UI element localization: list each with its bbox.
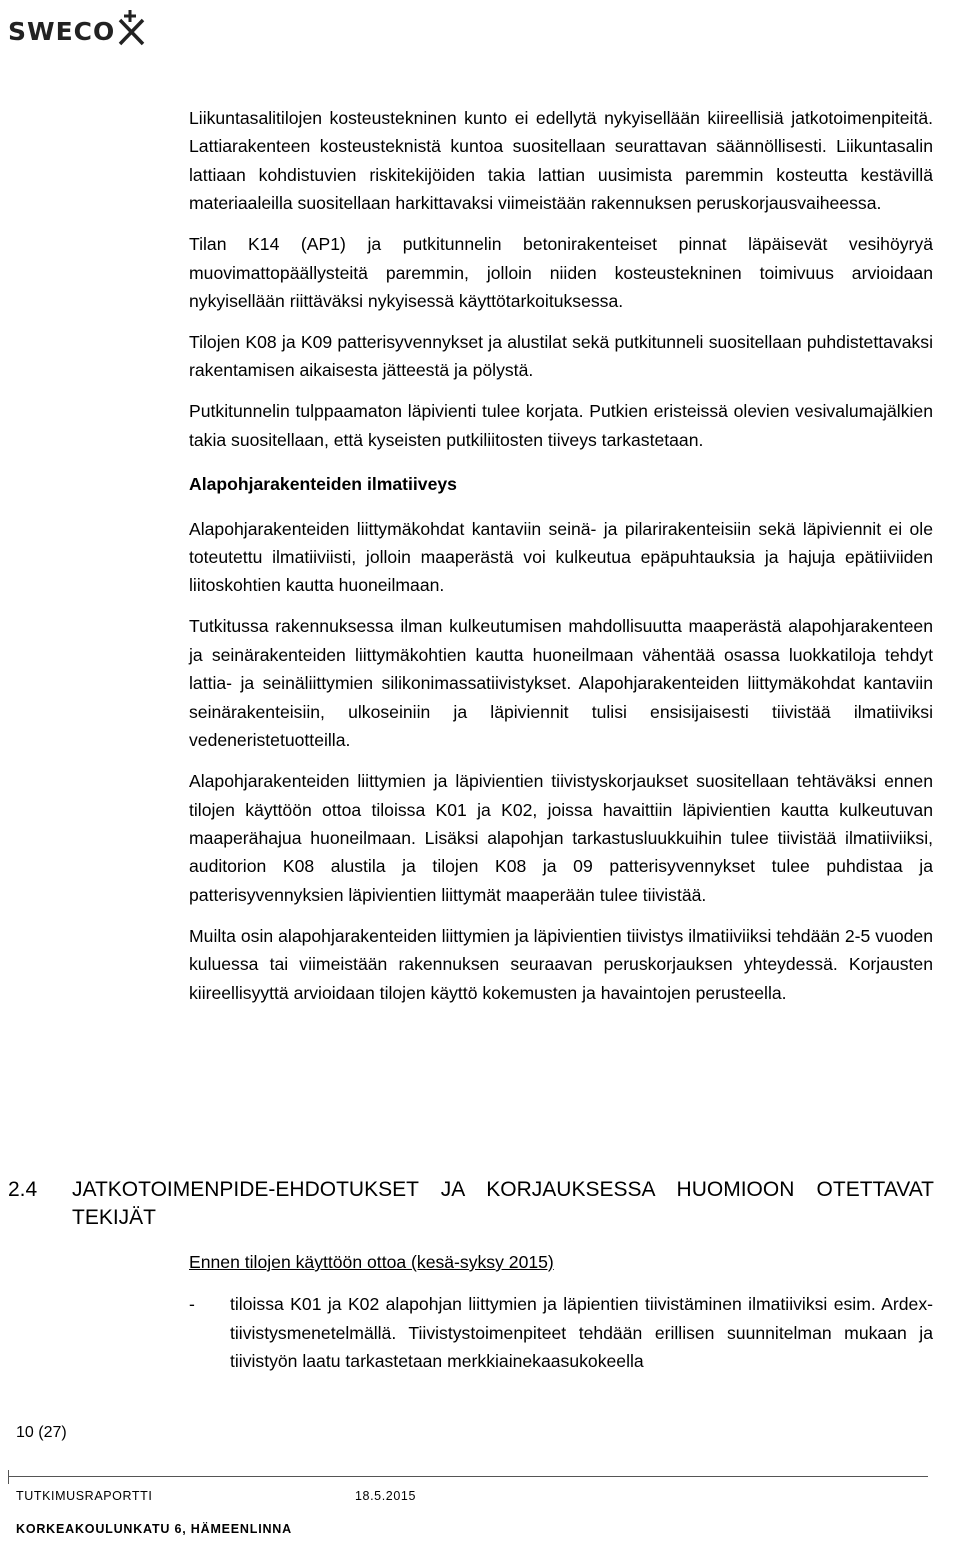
subheading-ilmatiiveys: Alapohjarakenteiden ilmatiiveys: [189, 474, 457, 495]
bullet-dash: -: [189, 1294, 195, 1315]
subsection-heading: Ennen tilojen käyttöön ottoa (kesä-syksy 2015): [189, 1252, 554, 1272]
subsection: [189, 1248, 933, 1376]
logo-symbol-icon: [117, 8, 147, 48]
paragraph-muilta-osin: Muilta osin alapohjarakenteiden liittymien ja läpivientien tiivistys ilmatiiviiksi tehdään 2-5 vuoden kuluessa tai viimeistään rakennuksen seuraavan peruskorjauksen yhteydessä. Korjausten kiireellisyyttä arvioidaan tilojen käyttö kokemusten ja havaintojen perusteella.: [189, 925, 933, 1003]
paragraph-k14: Tilan K14 (AP1) ja putkitunnelin betonirakenteiset pinnat läpäisevät vesihöyryä muovimattopäällysteitä paremmin, jolloin niiden kosteustekninen toimivuus arvioidaan nykyisellään riittäväksi nykyisessä käyttötarkoituksessa.: [189, 234, 933, 312]
bullet-text: tiloissa K01 ja K02 alapohjan liittymien ja läpientien tiivistäminen ilmatiiviksi esim. Ardex- tiivistysmenetelmällä. Tiivistystoimenpiteet tehdään erillisen suunnitelman mukaan ja tiivistyön laatu tarkastetaan merkkiainekaasukokeella: [230, 1294, 933, 1372]
paragraph-k08-k09: Tilojen K08 ja K09 patterisyvennykset ja alustilat sekä putkitunneli suositellaan puhdistettavaksi rakentamisen aikaisesta jätteestä ja pölystä.: [189, 332, 933, 381]
paragraph-korjaukset: Alapohjarakenteiden liittymien ja läpivientien tiivistyskorjaukset suositellaan tehtäväksi ennen tilojen käyttöön ottoa tiloissa K01 ja K02, joissa havaittiin läpivientien kautta kulkeutuvan maaperähajua huoneilmaan. Lisäksi alapohjan tarkastusluukkuihin tulee tiivistää ilmatiiviiksi, auditorion K08 alustila ja tilojen K08 ja 09 patterisyvennykset tulee puhdistaa ja patterisyvennyksien läpivientien liittymät maaperään tulee tiivistää.: [189, 771, 933, 905]
page-number: 10 (27): [16, 1424, 67, 1441]
footer-address: KORKEAKOULUNKATU 6, HÄMEENLINNA: [16, 1522, 292, 1536]
footer-date: 18.5.2015: [355, 1489, 417, 1503]
logo-wordmark: SWECO: [8, 17, 116, 46]
section-number: 2.4: [8, 1178, 38, 1201]
paragraph-kunto: Liikuntasalitilojen kosteustekninen kunto ei edellytä nykyisellään kiireellisiä jatkotoimenpiteitä. Lattiarakenteen kosteusteknistä kuntoa suositellaan seurattavan säännöllisesti. Liikuntasalin lattiaan kohdistuvien riskitekijöiden takia lattian uusimista paremmin kosteutta kestävillä materiaaleilla suositellaan harkittavaksi viimeistään rakennuksen peruskorjausvaiheessa.: [189, 108, 933, 214]
list-item: [189, 1290, 933, 1375]
section-heading: [8, 1176, 934, 1232]
body-content: [189, 104, 933, 1020]
paragraph-liittymakohdat: Alapohjarakenteiden liittymäkohdat kantaviin seinä- ja pilarirakenteisiin sekä läpiviennit ei ole toteutettu ilmatiiviisti, jolloin maaperästä voi kulkeutua epäpuhtauksia ja hajuja epätiiviiden liitoskohtien kautta huoneilmaan.: [189, 518, 933, 596]
footer-divider-tick: [8, 1470, 9, 1484]
section-title: JATKOTOIMENPIDE-EHDOTUKSET JA KORJAUKSESSA HUOMIOON OTETTAVAT TEKIJÄT: [72, 1178, 934, 1229]
company-logo: [8, 4, 147, 48]
paragraph-putkitunneli: Putkitunnelin tulppaamaton läpivienti tulee korjata. Putkien eristeissä olevien vesivalumajälkien takia suositellaan, että kyseisten putkiliitosten tiiveys tarkastetaan.: [189, 401, 933, 450]
footer-report-type: TUTKIMUSRAPORTTI: [16, 1489, 153, 1503]
footer-divider: [8, 1476, 928, 1477]
paragraph-tutkitussa: Tutkitussa rakennuksessa ilman kulkeutumisen mahdollisuutta maaperästä alapohjarakenteen ja seinärakenteiden liittymäkohtien kautta huoneilmaan vähentää osassa luokkatiloja tehdyt lattia- ja seinäliittymien silikonimassatiivistykset. Alapohjarakenteiden liittymäkohdat kantaviin seinärakenteisiin, ulkoseiniin ja läpiviennit tulisi ensisijaisesti tiivistää ilmatiiviksi vedeneristetuotteilla.: [189, 616, 933, 751]
